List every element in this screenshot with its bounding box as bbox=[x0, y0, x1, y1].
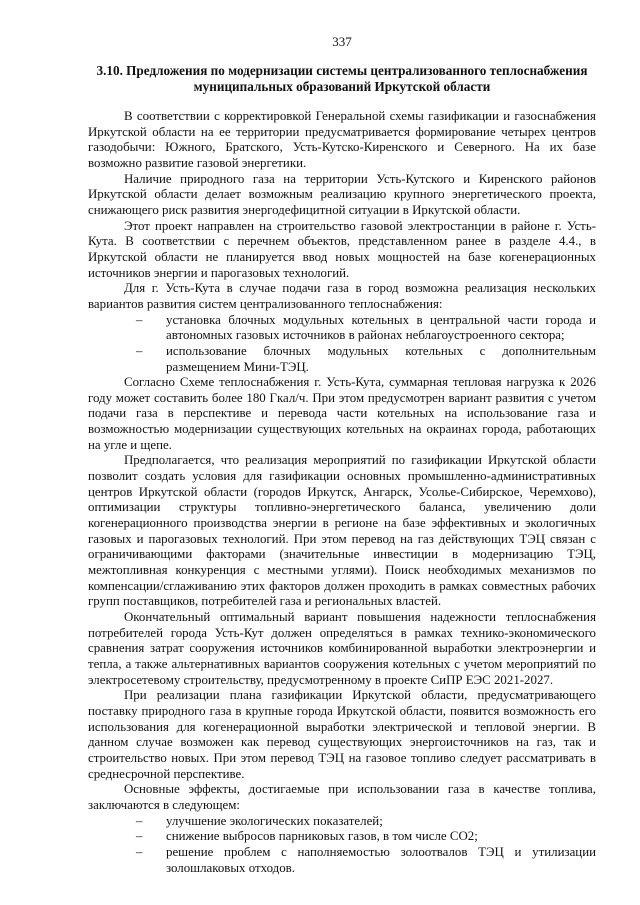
list-item: – использование блочных модульных котельных с дополнительным размещением Мини-ТЭЦ. bbox=[136, 343, 596, 374]
paragraph-cogeneration: При реализации плана газификации Иркутской области, предусматривающего поставку природного газа в крупные города Иркутской области, появится возможность его использования для когенерационной выработки электрической и тепловой энергии. В данном случае возможен как перевод существующих энергоисточников на газ, так и строительство новых. При этом перевод ТЭЦ на газовое топливо следует рассматривать в среднесрочной перспективе. bbox=[88, 688, 596, 781]
paragraph-gasification-effects: Предполагается, что реализация мероприятий по газификации Иркутской области позволит создать условия для газификации основных промышленно-административных центров Иркутской области (городов Иркутск, Ангарск, Усолье-Сибирское, Черемхово), оптимизации структуры топливно-энергетического баланса, увеличению доли когенерационного производства энергии в регионе на базе эффективных и экологичных газовых и парогазовых технологий. При этом перевод на газ действующих ТЭЦ связан с ограничивающими факторами (значительные инвестиции в модернизацию ТЭЦ, межтопливная конкуренция с местными углями). Поиск необходимых механизмов по компенсации/сглаживанию этих факторов должен проходить в рамках совместных рабочих групп поставщиков, потребителей газа и региональных властей. bbox=[88, 453, 596, 609]
page-number: 337 bbox=[332, 34, 352, 49]
dash-marker: – bbox=[136, 844, 143, 859]
paragraph-heat-load: Согласно Схеме теплоснабжения г. Усть-Кута, суммарная тепловая нагрузка к 2026 году может составить более 180 Гкал/ч. При этом предусмотрен вариант развития с учетом подачи газа в перспективе и перевода части котельных на использование газа и возможностью модернизации существующих котельных на окраинах города, работающих на угле и щепе. bbox=[88, 375, 596, 452]
paragraph-natural-gas: Наличие природного газа на территории Усть-Кутского и Киренского районов Иркутской области делает возможным реализацию крупного энергетического проекта, снижающего риск развития энергодефицитной ситуации в Иркутской области. bbox=[88, 171, 596, 217]
variants-list bbox=[88, 313, 596, 376]
paragraph-main-effects: Основные эффекты, достигаемые при использовании газа в качестве топлива, заключаются в следующем: bbox=[88, 782, 596, 812]
section-title-line-1: 3.10. Предложения по модернизации системы централизованного теплоснабжения bbox=[96, 63, 588, 78]
section-title-line-2: муниципальных образований Иркутской области bbox=[193, 78, 491, 94]
dash-marker: – bbox=[136, 829, 143, 844]
paragraph-power-plant-project: Этот проект направлен на строительство газовой электростанции в районе г. Усть-Кута. В соответствии с перечнем объектов, представленном ранее в разделе 4.4., в Иркутской области не планируется ввод новых мощностей на базе когенерационных источников энергии и парогазовых технологий. bbox=[88, 218, 596, 280]
list-item: – улучшение экологических показателей; bbox=[136, 813, 383, 828]
effects-list bbox=[88, 814, 596, 877]
paragraph-ust-kut-variants: Для г. Усть-Кута в случае подачи газа в город возможна реализация нескольких вариантов развития систем централизованного теплоснабжения: bbox=[88, 281, 596, 311]
paragraph-final-option: Окончательный оптимальный вариант повышения надежности теплоснабжения потребителей города Усть-Кут должен определяться в рамках технико-экономического сравнения затрат сооружения источников комбинированной выработки электроэнергии и тепла, а также альтернативных вариантов сооружения котельных с учетом мероприятий по электросетевому строительству, предусмотренному в проекте СиПР ЕЭС 2021-2027. bbox=[88, 610, 596, 687]
dash-marker: – bbox=[136, 343, 143, 358]
list-item: – решение проблем с наполняемостью золоотвалов ТЭЦ и утилизации золошлаковых отходов. bbox=[136, 844, 596, 875]
dash-marker: – bbox=[136, 813, 143, 828]
paragraph-gas-centers: В соответствии с корректировкой Генеральной схемы газификации и газоснабжения Иркутской области на ее территории предусматривается формирование четырех центров газодобычи: Южного, Братского, Усть-Кутско-Киренского и Северного. На их базе возможно развитие газовой энергетики. bbox=[88, 109, 596, 170]
list-item: – установка блочных модульных котельных в центральной части города и автономных газовых источников в районах неблагоустроенного сектора; bbox=[136, 312, 596, 343]
list-item: – снижение выбросов парниковых газов, в том числе СО2; bbox=[136, 829, 478, 844]
section-title bbox=[88, 63, 596, 94]
dash-marker: – bbox=[136, 312, 143, 327]
